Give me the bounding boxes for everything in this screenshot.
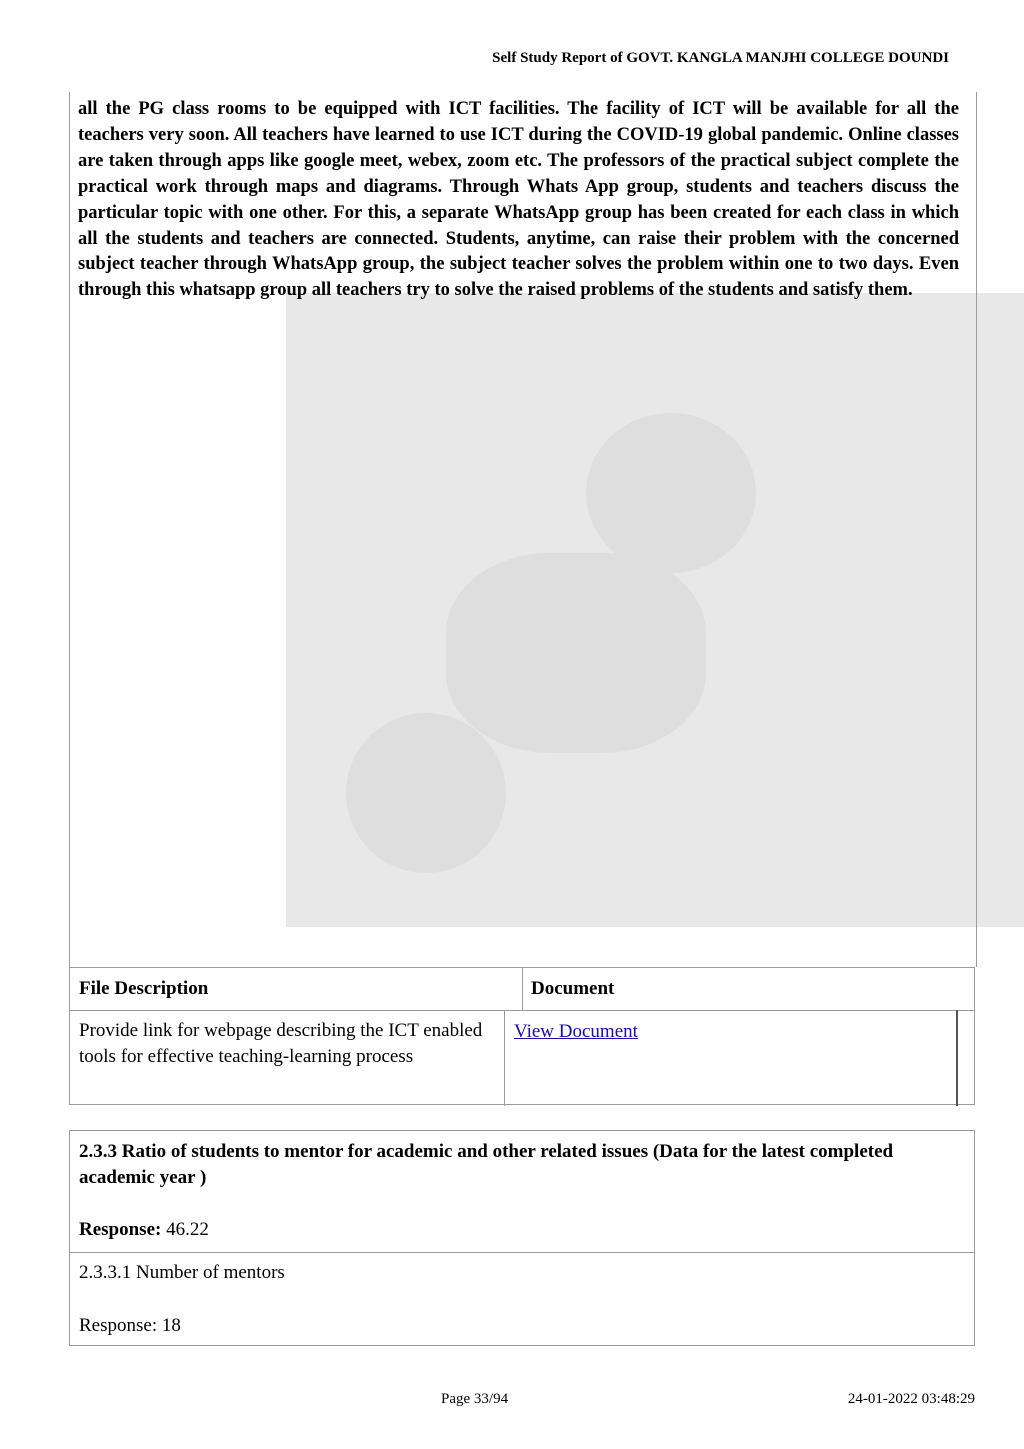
view-document-link[interactable]: View Document <box>514 1021 638 1042</box>
response-label: Response: <box>79 1219 162 1240</box>
ict-paragraph: all the PG class rooms to be equipped with ICT facilities. The facility of ICT will be available for all the teachers very soon. All teachers have learned to use ICT during the COVID-19 global pandemic. Online classes are taken through apps like google meet, webex, zoom etc. The professors of the practical subject complete the practical work through maps and diagrams. Through Whats App group, students and teachers discuss the particular topic with one other. For this, a separate WhatsApp group has been created for each class in which all the students and teachers are connected. Students, anytime, can raise their problem with the concerned subject teacher through WhatsApp group, the subject teacher solves the problem within one to two days. Even through this whatsapp group all teachers try to solve the raised problems of the students and satisfy them. <box>78 99 959 301</box>
divider <box>70 1252 974 1253</box>
metric-title: 2.3.3 Ratio of students to mentor for academic and other related issues (Data for the latest completed academic year ) <box>79 1141 894 1188</box>
file-description-cell: Provide link for webpage describing the ICT enabled tools for effective teaching-learning process <box>79 1020 483 1067</box>
page-number: Page 33/94 <box>441 1391 509 1407</box>
document-header: Document <box>531 978 615 999</box>
file-description-header: File Description <box>79 978 209 999</box>
divider <box>522 968 523 1010</box>
metric-response <box>79 1219 209 1241</box>
metric-box <box>69 1130 975 1346</box>
file-description-table <box>69 967 975 1105</box>
sub-metric-label: 2.3.3.1 Number of mentors <box>79 1262 285 1283</box>
report-header: Self Study Report of GOVT. KANGLA MANJHI COLLEGE DOUNDI <box>492 50 949 66</box>
divider <box>504 1010 505 1106</box>
footer-datetime: 24-01-2022 03:48:29 <box>847 1391 975 1407</box>
sub-metric-response: Response: 18 <box>79 1315 181 1336</box>
divider <box>70 1010 974 1011</box>
response-value: 46.22 <box>166 1219 209 1240</box>
divider <box>956 1010 958 1106</box>
